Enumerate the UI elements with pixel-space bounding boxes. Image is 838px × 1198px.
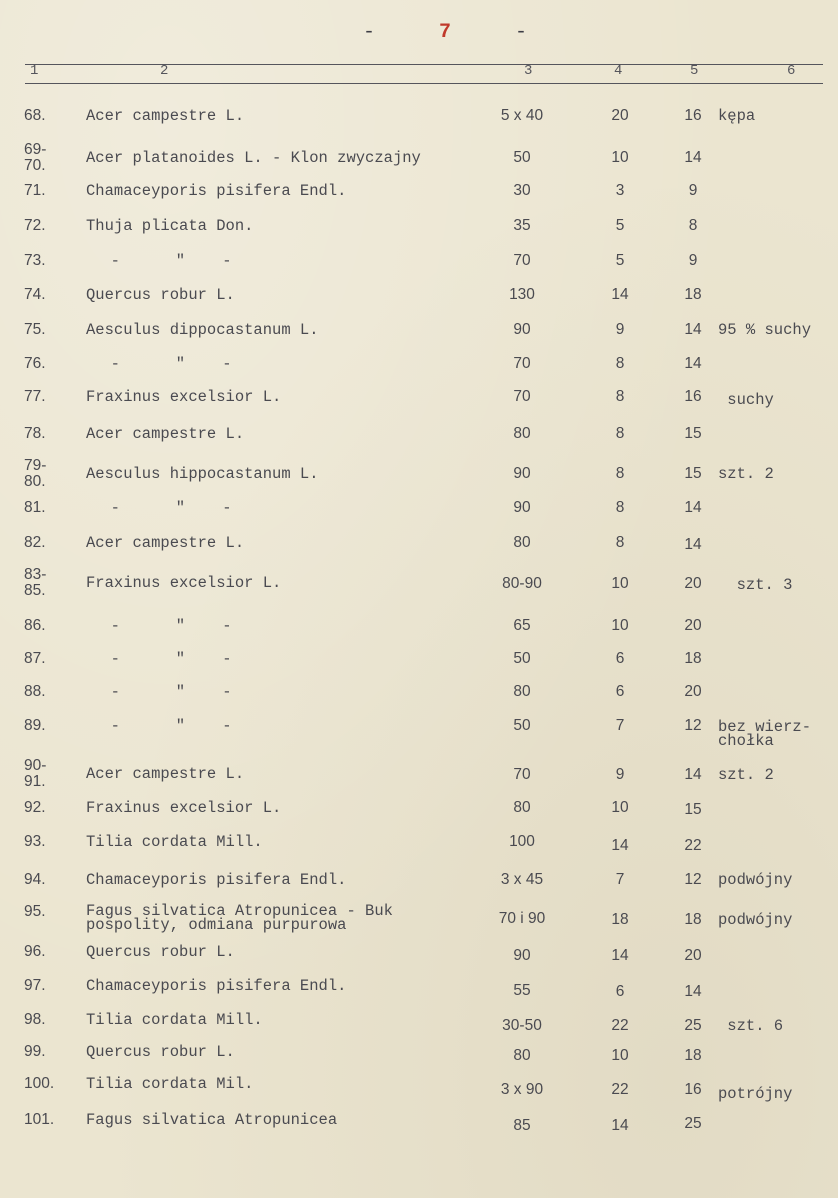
species-name: Acer campestre L. (86, 107, 245, 125)
page-number (360, 20, 530, 46)
row-number: 93. (24, 833, 46, 850)
row-number: 88. (24, 683, 46, 700)
column-header-4: 4 (614, 63, 623, 79)
column-5-value: 14 (684, 355, 702, 372)
column-3-value: 70 (513, 252, 531, 269)
species-name: Quercus robur L. (86, 943, 235, 961)
column-4-value: 5 (615, 217, 625, 234)
species-name: Quercus robur L. (86, 286, 235, 304)
column-3-value: 50 (513, 650, 531, 667)
row-number: 101. (24, 1111, 55, 1128)
species-name: Chamaceyporis pisifera Endl. (86, 871, 347, 889)
column-4-value: 9 (615, 766, 625, 783)
column-4-value: 20 (611, 107, 629, 124)
row-number: 86. (24, 617, 46, 634)
species-name: Acer campestre L. (86, 534, 245, 552)
remarks: 95 % suchy (718, 321, 812, 339)
column-4-value: 14 (611, 286, 629, 303)
column-4-value: 6 (615, 683, 625, 700)
column-5-value: 25 (684, 1115, 702, 1132)
row-number: 77. (24, 388, 46, 405)
column-3-value: 80 (513, 683, 531, 700)
column-4-value: 7 (615, 717, 625, 734)
row-number: 83- 85. (24, 566, 47, 599)
row-number: 72. (24, 217, 46, 234)
remarks: szt. 2 (718, 465, 774, 483)
column-5-value: 15 (684, 465, 702, 482)
species-name: Acer platanoides L. - Klon zwyczajny (86, 149, 421, 167)
column-4-value: 22 (611, 1017, 629, 1034)
species-name: Thuja plicata Don. (86, 217, 254, 235)
column-5-value: 16 (684, 388, 702, 405)
page-number-dash-right: - (515, 21, 528, 44)
column-3-value: 50 (513, 149, 531, 166)
species-name: Aesculus hippocastanum L. (86, 465, 319, 483)
column-5-value: 16 (684, 107, 702, 124)
row-number: 89. (24, 717, 46, 734)
column-4-value: 3 (615, 182, 625, 199)
row-number: 96. (24, 943, 46, 960)
species-name-ditto: - " - (92, 650, 232, 668)
row-number: 97. (24, 977, 46, 994)
row-number: 79- 80. (24, 457, 47, 490)
column-3-value: 90 (513, 321, 531, 338)
row-number: 87. (24, 650, 46, 667)
column-5-value: 18 (684, 1047, 702, 1064)
species-name: Fagus silvatica Atropunicea - Buk pospolity, odmiana purpurowa (86, 902, 393, 934)
column-4-value: 6 (615, 650, 625, 667)
remarks: szt. 3 (718, 576, 793, 594)
row-number: 68. (24, 107, 46, 124)
column-5-value: 16 (684, 1081, 702, 1098)
species-name: Acer campestre L. (86, 425, 245, 443)
species-name: Tilia cordata Mil. (86, 1075, 254, 1093)
column-3-value: 3 x 90 (500, 1081, 544, 1098)
column-5-value: 14 (684, 983, 702, 1000)
species-name-ditto: - " - (92, 355, 232, 373)
column-header-1: 1 (30, 63, 39, 79)
column-5-value: 12 (684, 871, 702, 888)
species-name: Tilia cordata Mill. (86, 833, 263, 851)
row-number: 99. (24, 1043, 46, 1060)
species-name-ditto: - " - (92, 717, 232, 735)
species-name: Acer campestre L. (86, 765, 245, 783)
column-5-value: 20 (684, 683, 702, 700)
species-name: Fraxinus excelsior L. (86, 574, 282, 592)
column-3-value: 90 (513, 499, 531, 516)
row-number: 76. (24, 355, 46, 372)
column-5-value: 14 (684, 766, 702, 783)
column-5-value: 18 (684, 650, 702, 667)
table-column-headers (0, 62, 838, 82)
row-number: 94. (24, 871, 46, 888)
column-4-value: 14 (611, 837, 629, 854)
remarks: szt. 2 (718, 766, 774, 784)
column-4-value: 18 (611, 911, 629, 928)
row-number: 75. (24, 321, 46, 338)
page-number-value: 7 (438, 21, 451, 44)
column-3-value: 70 (513, 355, 531, 372)
column-header-3: 3 (524, 63, 533, 79)
row-number: 81. (24, 499, 46, 516)
column-4-value: 5 (615, 252, 625, 269)
column-3-value: 130 (509, 286, 535, 303)
column-5-value: 8 (688, 217, 698, 234)
row-number: 90- 91. (24, 757, 47, 790)
species-name: Fagus silvatica Atropunicea (86, 1111, 338, 1129)
column-header-6: 6 (787, 63, 796, 79)
column-3-value: 5 x 40 (500, 107, 544, 124)
column-4-value: 7 (615, 871, 625, 888)
row-number: 98. (24, 1011, 46, 1028)
species-name-ditto: - " - (92, 617, 232, 635)
row-number: 92. (24, 799, 46, 816)
species-name: Tilia cordata Mill. (86, 1011, 263, 1029)
column-3-value: 3 x 45 (500, 871, 544, 888)
column-5-value: 22 (684, 837, 702, 854)
species-name-ditto: - " - (92, 683, 232, 701)
remarks: szt. 6 (718, 1017, 784, 1035)
column-5-value: 18 (684, 911, 702, 928)
column-4-value: 22 (611, 1081, 629, 1098)
column-4-value: 8 (615, 465, 625, 482)
row-number: 71. (24, 182, 46, 199)
species-name: Chamaceyporis pisifera Endl. (86, 182, 347, 200)
species-name: Quercus robur L. (86, 1043, 235, 1061)
column-5-value: 12 (684, 717, 702, 734)
row-number: 95. (24, 903, 46, 920)
column-3-value: 30-50 (502, 1017, 542, 1034)
column-header-5: 5 (690, 63, 699, 79)
species-name-ditto: - " - (92, 499, 232, 517)
column-3-value: 35 (513, 217, 531, 234)
column-5-value: 20 (684, 575, 702, 592)
column-5-value: 9 (688, 182, 698, 199)
column-4-value: 8 (615, 534, 625, 551)
remarks: kępa (718, 107, 756, 125)
row-number: 73. (24, 252, 46, 269)
column-5-value: 14 (684, 536, 702, 553)
remarks: bez wierz- chołka (718, 718, 812, 750)
row-number: 74. (24, 286, 46, 303)
species-name: Chamaceyporis pisifera Endl. (86, 977, 347, 995)
remarks: potrójny (718, 1085, 793, 1103)
column-5-value: 20 (684, 947, 702, 964)
column-3-value: 100 (509, 833, 535, 850)
column-3-value: 65 (513, 617, 531, 634)
species-name-ditto: - " - (92, 252, 232, 270)
remarks: suchy (718, 391, 774, 409)
column-3-value: 50 (513, 717, 531, 734)
column-3-value: 90 (513, 465, 531, 482)
column-3-value: 90 (513, 947, 531, 964)
column-4-value: 8 (615, 388, 625, 405)
row-number: 82. (24, 534, 46, 551)
row-number: 69- 70. (24, 141, 47, 174)
column-3-value: 30 (513, 182, 531, 199)
column-5-value: 14 (684, 149, 702, 166)
column-3-value: 80 (513, 534, 531, 551)
row-number: 100. (24, 1075, 55, 1092)
column-4-value: 8 (615, 425, 625, 442)
column-3-value: 55 (513, 982, 531, 999)
row-number: 78. (24, 425, 46, 442)
column-5-value: 9 (688, 252, 698, 269)
column-4-value: 14 (611, 1117, 629, 1134)
column-5-value: 18 (684, 286, 702, 303)
column-3-value: 85 (513, 1117, 531, 1134)
column-3-value: 80-90 (502, 575, 542, 592)
column-header-2: 2 (160, 63, 169, 79)
column-4-value: 10 (611, 799, 629, 816)
column-5-value: 15 (684, 425, 702, 442)
column-5-value: 14 (684, 321, 702, 338)
column-4-value: 10 (611, 575, 629, 592)
column-5-value: 15 (684, 801, 702, 818)
table-header-rule-bottom (25, 83, 823, 84)
column-4-value: 10 (611, 617, 629, 634)
column-3-value: 80 (513, 799, 531, 816)
column-5-value: 14 (684, 499, 702, 516)
column-4-value: 6 (615, 983, 625, 1000)
column-4-value: 8 (615, 355, 625, 372)
column-4-value: 10 (611, 149, 629, 166)
column-4-value: 14 (611, 947, 629, 964)
remarks: podwójny (718, 911, 793, 929)
column-3-value: 70 (513, 388, 531, 405)
column-4-value: 10 (611, 1047, 629, 1064)
species-name: Fraxinus excelsior L. (86, 388, 282, 406)
species-name: Fraxinus excelsior L. (86, 799, 282, 817)
column-3-value: 80 (513, 425, 531, 442)
column-3-value: 70 (513, 766, 531, 783)
column-4-value: 8 (615, 499, 625, 516)
remarks: podwójny (718, 871, 793, 889)
species-name: Aesculus dippocastanum L. (86, 321, 319, 339)
column-5-value: 25 (684, 1017, 702, 1034)
column-3-value: 80 (513, 1047, 531, 1064)
column-5-value: 20 (684, 617, 702, 634)
column-4-value: 9 (615, 321, 625, 338)
column-3-value: 70 i 90 (498, 910, 546, 927)
page-number-dash-left: - (362, 21, 375, 44)
